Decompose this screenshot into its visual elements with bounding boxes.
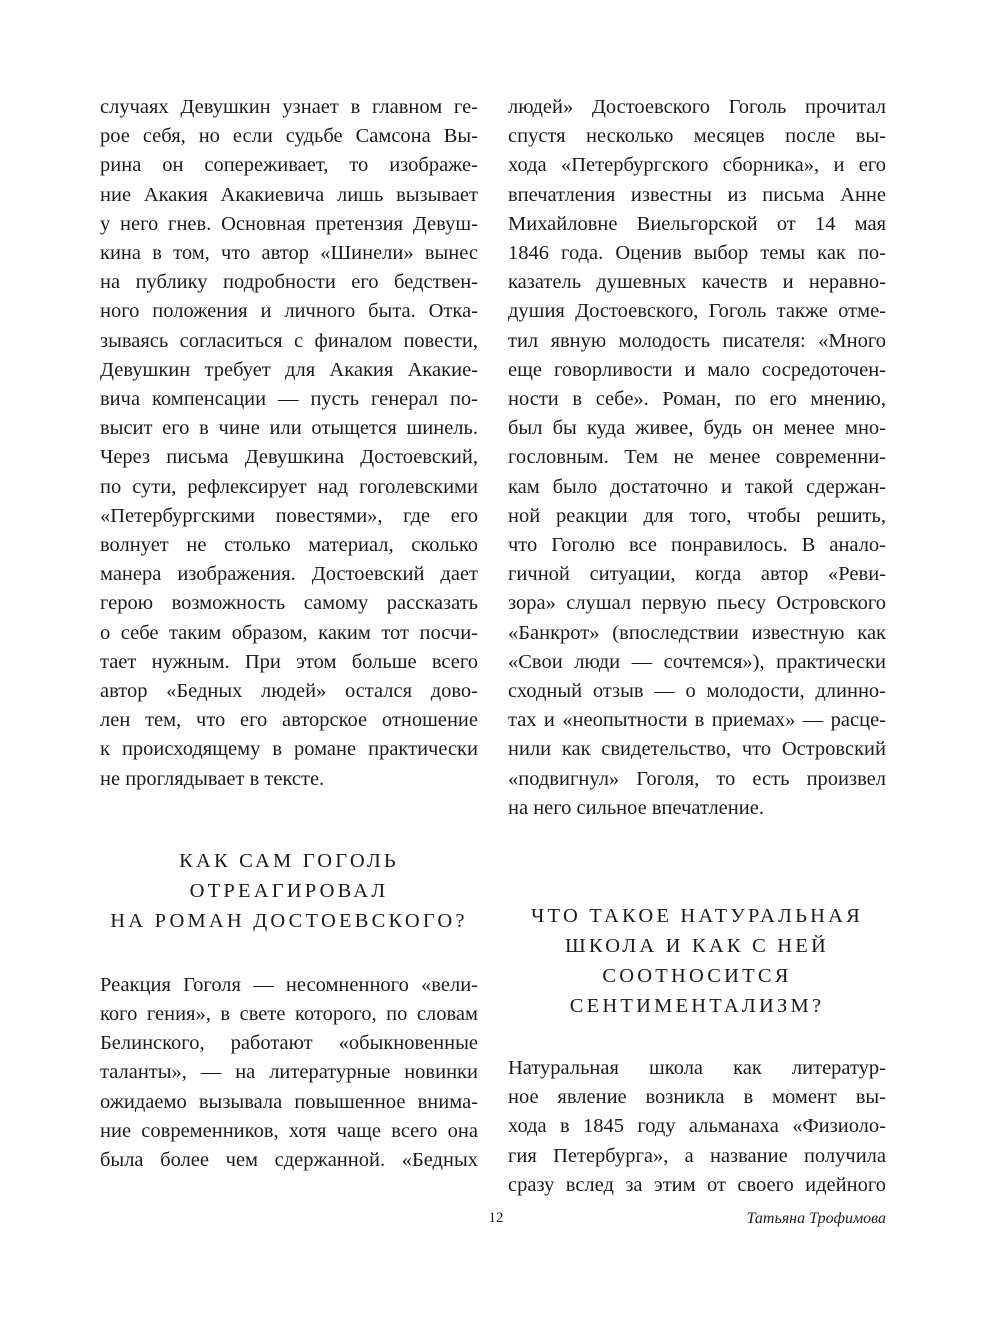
heading-line: СЕНТИМЕНТАЛИЗМ? bbox=[569, 995, 825, 1018]
text-line: «Банкрот» (впоследствии известную как bbox=[508, 621, 886, 644]
text-line: кина в том, что автор «Шинели» вынес bbox=[100, 242, 478, 265]
text-line: тах и «неопытности в приемах» — расце- bbox=[508, 709, 886, 732]
text-line: казатель душевных качеств и неравно- bbox=[508, 271, 886, 294]
left-column bbox=[100, 93, 478, 1175]
text-line: что Гоголю все понравилось. В анало- bbox=[508, 534, 886, 557]
text-line: рое себя, но если судьбе Самсона Вы- bbox=[100, 125, 478, 148]
text-line: по сути, рефлексирует над гоголевскими bbox=[100, 475, 478, 498]
heading-line: ОТРЕАГИРОВАЛ bbox=[189, 879, 389, 902]
heading-line: ЧТО ТАКОЕ НАТУРАЛЬНАЯ bbox=[530, 905, 863, 928]
text-line: гия Петербурга», а название получила bbox=[508, 1144, 886, 1167]
right-column bbox=[508, 93, 886, 1200]
text-line: была более чем сдержанной. «Бедных bbox=[100, 1149, 478, 1172]
heading-line: КАК САМ ГОГОЛЬ bbox=[179, 849, 399, 872]
text-line: «Свои люди — сочтемся»), практически bbox=[508, 650, 886, 673]
text-line: Натуральная школа как литератур- bbox=[508, 1057, 886, 1080]
left-paragraph-2 bbox=[100, 971, 478, 1175]
heading-line: ШКОЛА И КАК С НЕЙ bbox=[565, 935, 829, 958]
text-line: высит его в чине или отыщется шинель. bbox=[100, 417, 478, 440]
text-line: ности в себе». Роман, по его мнению, bbox=[508, 388, 886, 411]
text-line: Через письма Девушкина Достоевский, bbox=[100, 446, 478, 469]
text-line: людей» Достоевского Гоголь прочитал bbox=[508, 96, 886, 118]
right-paragraph-2 bbox=[508, 1054, 886, 1200]
section-heading-natural-school bbox=[508, 901, 886, 1021]
text-line: «Петербургскими повестями», где его bbox=[100, 504, 478, 527]
text-line: кого гения», в свете которого, по словам bbox=[100, 1003, 478, 1026]
text-line: гословным. Тем не менее современни- bbox=[508, 446, 886, 469]
text-line: «подвигнул» Гоголя, то есть произвел bbox=[508, 767, 886, 790]
running-footer-author: Татьяна Трофимова bbox=[746, 1210, 886, 1227]
text-line: на публику подробности его бедствен- bbox=[100, 271, 478, 294]
text-line: еще говорливости и мало сосредоточен- bbox=[508, 358, 886, 381]
text-line: Белинского, работают «обыкновенные bbox=[100, 1032, 478, 1055]
text-line: гичной ситуации, когда автор «Реви- bbox=[508, 563, 886, 586]
text-line: таланты», — на литературные новинки bbox=[100, 1061, 478, 1084]
section-heading-gogol-reaction bbox=[100, 846, 478, 936]
text-line: рина он сопереживает, то изображе- bbox=[100, 154, 478, 177]
text-line: 1846 года. Оценив выбор темы как по- bbox=[508, 242, 886, 265]
text-line: хода в 1845 году альманаха «Физиоло- bbox=[508, 1115, 886, 1138]
text-line: душия Достоевского, Гоголь также отме- bbox=[508, 300, 886, 323]
text-line: автор «Бедных людей» остался дово- bbox=[100, 680, 478, 703]
text-line: хода «Петербургского сборника», и его bbox=[508, 154, 886, 177]
text-line: сходный отзыв — о молодости, длинно- bbox=[508, 680, 886, 703]
text-line: манера изображения. Достоевский дает bbox=[100, 563, 478, 586]
text-line: герою возможность самому рассказать bbox=[100, 592, 478, 615]
text-line: вича компенсации — пусть генерал по- bbox=[100, 388, 478, 411]
text-line: тает нужным. При этом больше всего bbox=[100, 650, 478, 673]
text-line: не проглядывает в тексте. bbox=[100, 767, 325, 790]
text-line: к происходящему в романе практически bbox=[100, 738, 478, 761]
page-number: 12 bbox=[488, 1210, 504, 1226]
text-line: ожидаемо вызывала повышенное внима- bbox=[100, 1090, 478, 1113]
heading-line: СООТНОСИТСЯ bbox=[602, 965, 792, 988]
text-line: спустя несколько месяцев после вы- bbox=[508, 125, 886, 148]
text-line: кам было достаточно и такой сдержан- bbox=[508, 475, 886, 498]
text-line: ное явление возникла в момент вы- bbox=[508, 1086, 886, 1109]
text-line: Реакция Гоголя — несомненного «вели- bbox=[100, 973, 478, 996]
text-line: о себе таким образом, каким тот посчи- bbox=[100, 621, 478, 644]
text-line: нили как свидетельство, что Островский bbox=[508, 738, 886, 761]
text-line: случаях Девушкин узнает в главном ге- bbox=[100, 96, 478, 118]
text-line: у него гнев. Основная претензия Девуш- bbox=[100, 212, 478, 235]
text-line: ной реакции для того, чтобы решить, bbox=[508, 504, 886, 527]
text-line: был бы куда живее, будь он менее мно- bbox=[508, 417, 886, 440]
heading-line: НА РОМАН ДОСТОЕВСКОГО? bbox=[110, 909, 468, 932]
text-line: зываясь согласиться с финалом повести, bbox=[100, 329, 478, 352]
text-line: лен тем, что его авторское отношение bbox=[100, 709, 478, 732]
right-paragraph-1 bbox=[508, 93, 886, 823]
text-line: ние современников, хотя чаще всего она bbox=[100, 1119, 478, 1142]
text-line: Девушкин требует для Акакия Акакие- bbox=[100, 358, 478, 381]
text-line: на него сильное впечатление. bbox=[508, 796, 764, 819]
text-line: ного положения и личного быта. Отка- bbox=[100, 300, 478, 323]
text-line: впечатления известны из письма Анне bbox=[508, 183, 886, 206]
text-line: зора» слушал первую пьесу Островского bbox=[508, 592, 886, 615]
text-line: волнует не столько материал, сколько bbox=[100, 534, 478, 557]
text-line: Михайловне Виельгорской от 14 мая bbox=[508, 212, 886, 235]
left-paragraph-1 bbox=[100, 93, 478, 794]
text-line: сразу вслед за этим от своего идейного bbox=[508, 1173, 886, 1196]
text-line: ние Акакия Акакиевича лишь вызывает bbox=[100, 183, 478, 206]
text-line: тил явную молодость писателя: «Много bbox=[508, 329, 886, 352]
